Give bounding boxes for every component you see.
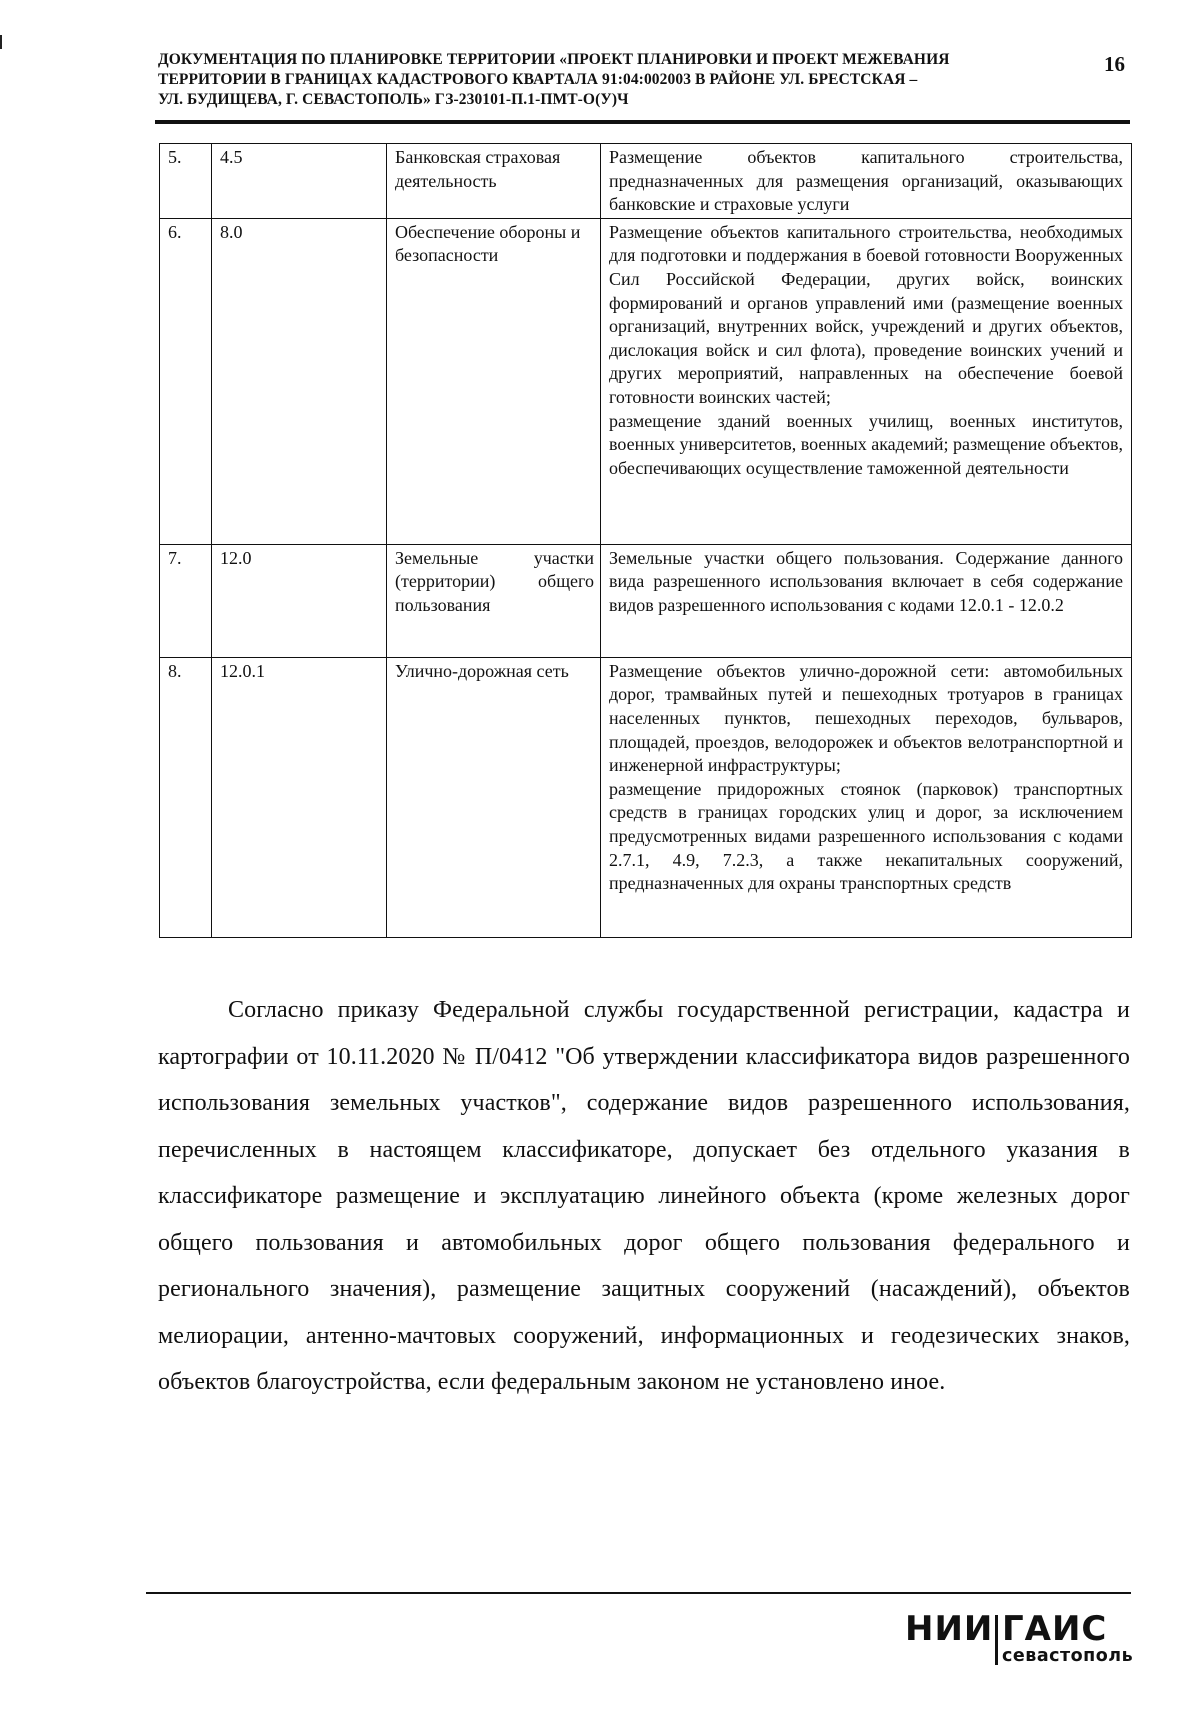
- row-description-continued: размещение зданий военных училищ, военных институтов, военных университетов, военных академий; размещение объектов, обеспечивающих осуществление таможенной деятельности: [609, 410, 1123, 478]
- scan-edge-mark: [0, 35, 2, 49]
- niigais-logo: [905, 1609, 1135, 1673]
- row-number: 5.: [160, 144, 212, 219]
- row-code: 12.0: [212, 544, 387, 657]
- row-description: Земельные участки общего пользования. Содержание данного вида разрешенного использования включает в себя содержание видов разрешенного использования с кодами 12.0.1 - 12.0.2: [601, 544, 1132, 657]
- land-use-table: [159, 143, 1132, 938]
- row-name: Земельные участки (территории) общего пользования: [387, 544, 601, 657]
- table-row: [160, 218, 1132, 544]
- header-rule: [155, 120, 1130, 124]
- footer-rule: [146, 1592, 1131, 1594]
- document-header: [158, 50, 1058, 110]
- row-description: Размещение объектов капитального строительства, необходимых для подготовки и поддержания в боевой готовности Вооруженных Сил Российской Федерации, других войск, воинских формирований и органов управлений ими (размещение военных организаций, внутренних войск, учреждений и других объектов, дислокация войск и сил флота), проведение воинских учений и других мероприятий, направленных на обеспечение боевой готовности воинских частей;: [609, 221, 1123, 407]
- row-description: Размещение объектов улично-дорожной сети: автомобильных дорог, трамвайных путей и пешеходных тротуаров в границах населенных пунктов, пешеходных переходов, бульваров, площадей, проездов, велодорожек и объектов велотранспортной и инженерной инфраструктуры;: [609, 660, 1123, 776]
- row-description-continued: размещение придорожных стоянок (парковок) транспортных средств в границах городских улиц и дорог, за исключением предусмотренных видами разрешенного использования с кодами 2.7.1, 4.9, 7.2.3, а также некапитальных сооружений, предназначенных для охраны транспортных средств: [609, 778, 1123, 894]
- row-description-cell: [601, 218, 1132, 544]
- header-line-2: ТЕРРИТОРИИ В ГРАНИЦАХ КАДАСТРОВОГО КВАРТАЛА 91:04:002003 В РАЙОНЕ УЛ. БРЕСТСКАЯ –: [158, 71, 918, 88]
- logo-divider: [995, 1615, 998, 1665]
- row-code: 8.0: [212, 218, 387, 544]
- table-row: [160, 544, 1132, 657]
- row-code: 12.0.1: [212, 657, 387, 937]
- row-name: Банковская страховая деятельность: [387, 144, 601, 219]
- page-number: 16: [1104, 52, 1125, 76]
- logo-left-text: НИИ: [905, 1609, 994, 1649]
- row-code: 4.5: [212, 144, 387, 219]
- row-description: Размещение объектов капитального строительства, предназначенных для размещения организаций, оказывающих банковские и страховые услуги: [601, 144, 1132, 219]
- table-row: [160, 144, 1132, 219]
- body-paragraph: Согласно приказу Федеральной службы государственной регистрации, кадастра и картографии от 10.11.2020 № П/0412 "Об утверждении классификатора видов разрешенного использования земельных участков", содержание видов разрешенного использования, перечисленных в настоящем классификаторе, допускает без отдельного указания в классификаторе размещение и эксплуатацию линейного объекта (кроме железных дорог общего пользования и автомобильных дорог общего пользования федерального и регионального значения), размещение защитных сооружений (насаждений), объектов мелиорации, антенно-мачтовых сооружений, информационных и геодезических знаков, объектов благоустройства, если федеральным законом не установлено иное.: [158, 997, 1130, 1395]
- row-description-cell: [601, 657, 1132, 937]
- header-line-1: ДОКУМЕНТАЦИЯ ПО ПЛАНИРОВКЕ ТЕРРИТОРИИ «ПРОЕКТ ПЛАНИРОВКИ И ПРОЕКТ МЕЖЕВАНИЯ: [158, 51, 950, 68]
- row-name: Улично-дорожная сеть: [387, 657, 601, 937]
- row-number: 6.: [160, 218, 212, 544]
- logo-right-text: ГАИС: [1002, 1609, 1108, 1649]
- header-line-3: УЛ. БУДИЩЕВА, Г. СЕВАСТОПОЛЬ» ГЗ-230101-П.1-ПМТ-О(У)Ч: [158, 91, 629, 108]
- row-name: Обеспечение обороны и безопасности: [387, 218, 601, 544]
- logo-subtitle: севастополь: [1002, 1646, 1134, 1666]
- row-number: 7.: [160, 544, 212, 657]
- table-row: [160, 657, 1132, 937]
- row-number: 8.: [160, 657, 212, 937]
